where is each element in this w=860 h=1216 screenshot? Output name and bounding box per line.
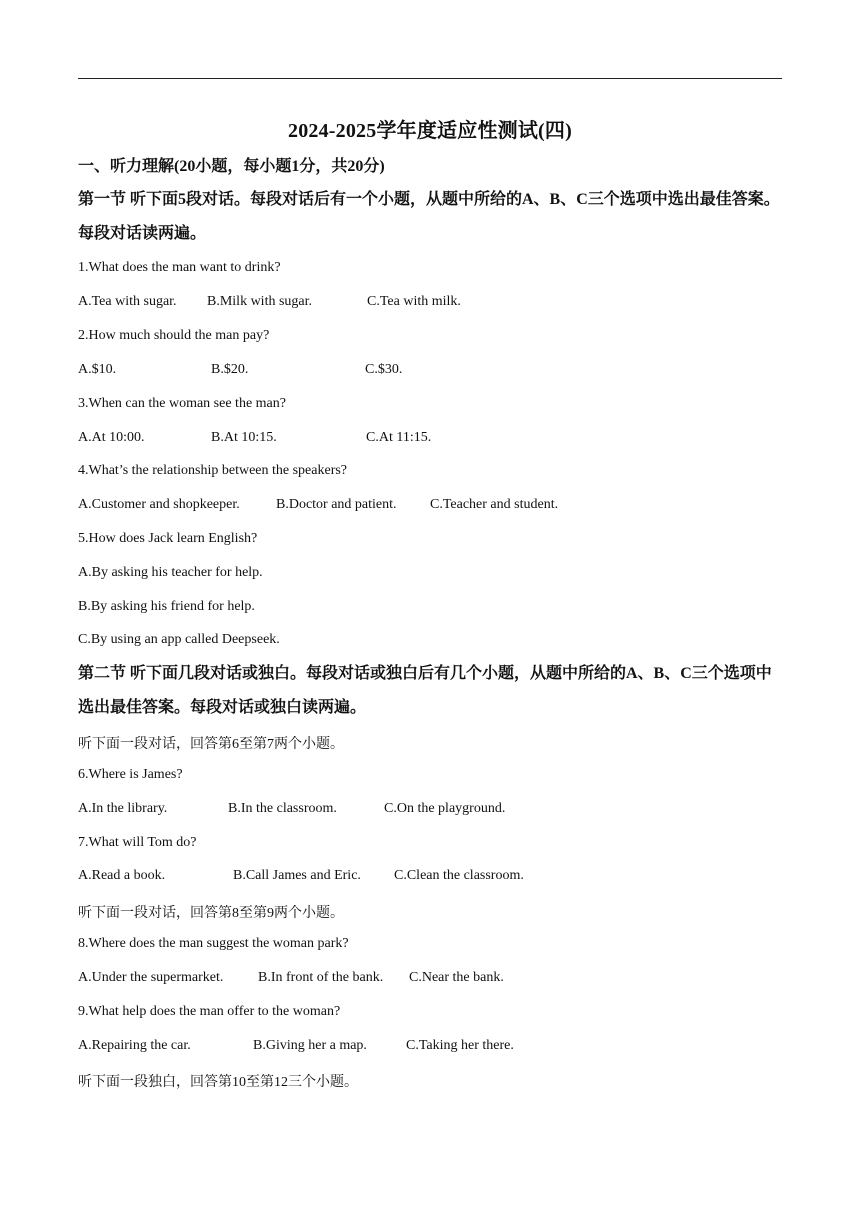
top-rule bbox=[78, 78, 782, 79]
q9-option-b: B.Giving her a map. bbox=[253, 1038, 367, 1053]
q8-option-b: B.In front of the bank. bbox=[258, 970, 384, 985]
question-5: 5.How does Jack learn English? bbox=[78, 531, 258, 546]
question-2: 2.How much should the man pay? bbox=[78, 328, 270, 343]
q1-option-c: C.Tea with milk. bbox=[367, 294, 461, 309]
q5-option-a: A.By asking his teacher for help. bbox=[78, 565, 263, 580]
instruction-8-9: 听下面一段对话，回答第8至第9两个小题。 bbox=[78, 906, 344, 921]
q4-option-c: C.Teacher and student. bbox=[430, 497, 559, 512]
question-3: 3.When can the woman see the man? bbox=[78, 396, 286, 411]
q7-option-b: B.Call James and Eric. bbox=[233, 868, 361, 883]
question-4: 4.What’s the relationship between the speakers? bbox=[78, 463, 348, 478]
question-7: 7.What will Tom do? bbox=[78, 835, 197, 850]
section1-heading: 第一节 听下面5段对话。每段对话后有一个小题，从题中所给的A、B、C三个选项中选出最佳答案。每段对话读两遍。 bbox=[78, 191, 780, 242]
q3-option-c: C.At 11:15. bbox=[366, 430, 432, 445]
q9-option-a: A.Repairing the car. bbox=[78, 1038, 191, 1053]
q7-option-c: C.Clean the classroom. bbox=[394, 868, 524, 883]
question-6: 6.Where is James? bbox=[78, 767, 183, 782]
q2-option-b: B.$20. bbox=[211, 362, 249, 377]
q2-option-a: A.$10. bbox=[78, 362, 117, 377]
q3-option-b: B.At 10:15. bbox=[211, 430, 277, 445]
q1-option-b: B.Milk with sugar. bbox=[207, 294, 313, 309]
q2-option-c: C.$30. bbox=[365, 362, 403, 377]
page-title: 2024-2025学年度适应性测试(四) bbox=[288, 120, 572, 142]
section2-heading: 第二节 听下面几段对话或独白。每段对话或独白后有几个小题，从题中所给的A、B、C三个选项中选出最佳答案。每段对话或独白读两遍。 bbox=[78, 665, 772, 716]
part1-heading: 一、听力理解(20小题，每小题1分，共20分) bbox=[78, 158, 385, 175]
q7-option-a: A.Read a book. bbox=[78, 868, 166, 883]
q4-option-a: A.Customer and shopkeeper. bbox=[78, 497, 240, 512]
q5-option-b: B.By asking his friend for help. bbox=[78, 599, 255, 614]
question-9: 9.What help does the man offer to the woman? bbox=[78, 1004, 341, 1019]
instruction-6-7: 听下面一段对话，回答第6至第7两个小题。 bbox=[78, 737, 344, 752]
q4-option-b: B.Doctor and patient. bbox=[276, 497, 397, 512]
q8-option-a: A.Under the supermarket. bbox=[78, 970, 224, 985]
q8-option-c: C.Near the bank. bbox=[409, 970, 504, 985]
instruction-10-12: 听下面一段独白，回答第10至第12三个小题。 bbox=[78, 1075, 358, 1090]
question-8: 8.Where does the man suggest the woman park? bbox=[78, 936, 349, 951]
q3-option-a: A.At 10:00. bbox=[78, 430, 145, 445]
q6-option-a: A.In the library. bbox=[78, 801, 168, 816]
q9-option-c: C.Taking her there. bbox=[406, 1038, 514, 1053]
q1-option-a: A.Tea with sugar. bbox=[78, 294, 177, 309]
q5-option-c: C.By using an app called Deepseek. bbox=[78, 632, 280, 647]
question-1: 1.What does the man want to drink? bbox=[78, 260, 281, 275]
q6-option-c: C.On the playground. bbox=[384, 801, 506, 816]
q6-option-b: B.In the classroom. bbox=[228, 801, 337, 816]
